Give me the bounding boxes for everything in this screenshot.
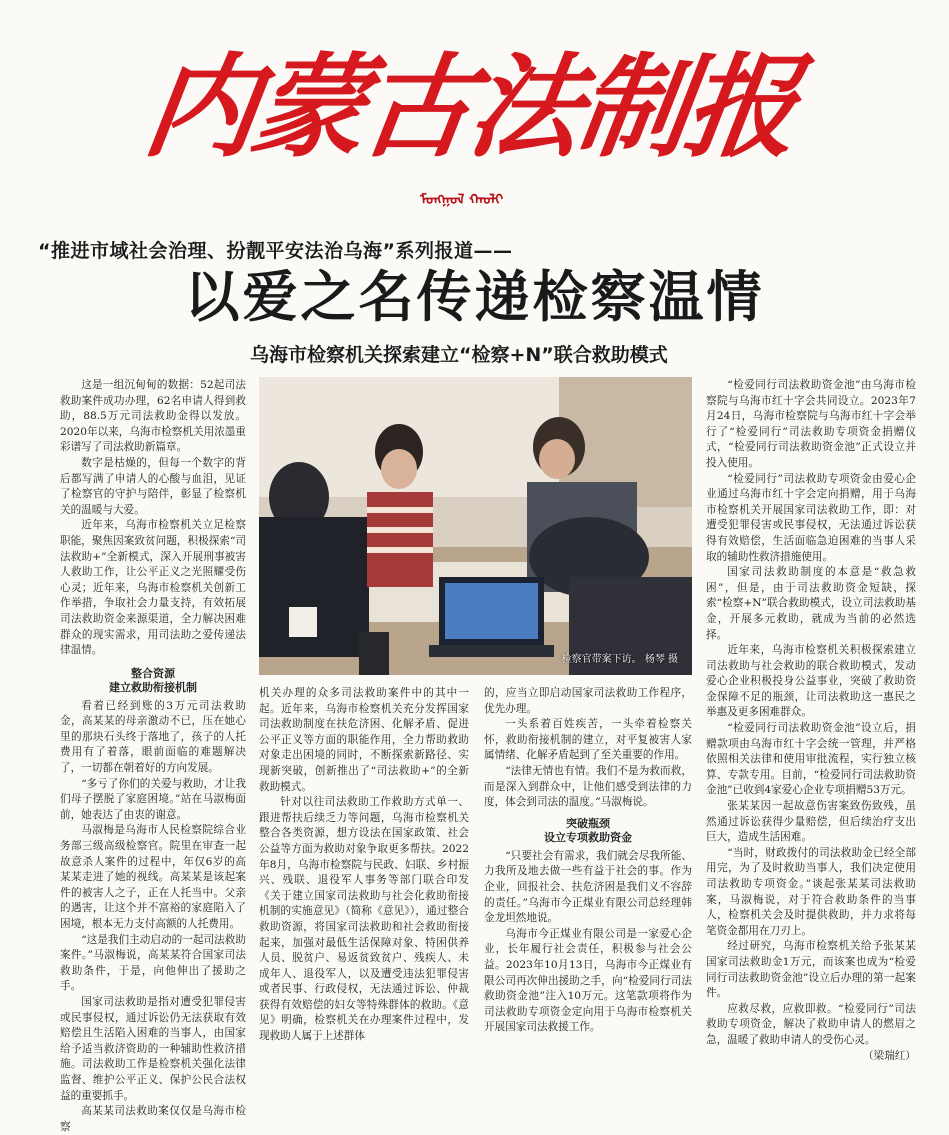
- paragraph: “法律无情也有情。我们不是为救而救，而是深入到群众中，让他们感受到法律的力度，体会到司法的温度。”马淑梅说。: [484, 764, 692, 809]
- article-column-3: [484, 686, 692, 1034]
- section-heading: 整合资源: [131, 666, 175, 680]
- paragraph: 张某某因一起故意伤害案致伤致残，虽然通过诉讼获得少量赔偿，但后续治疗支出巨大，造成生活困难。: [706, 800, 916, 844]
- section-heading: 突破瓶颈: [566, 816, 610, 830]
- paragraph: “多亏了你们的关爱与救助，才让我们母子摆脱了家庭困境。”站在马淑梅面前，她表达了由衷的谢意。: [60, 777, 246, 821]
- photo-caption: 检察官带案下访。 杨琴 摄: [561, 654, 678, 665]
- subheadline: 乌海市检察机关探索建立“检察+N”联合救助模式: [250, 344, 668, 366]
- headline: 以爱之名传递检察温情: [184, 264, 765, 329]
- paragraph: 应救尽救，应救即救。“检爱同行”司法救助专项资金，解决了救助申请人的燃眉之急，温暖了救助申请人的受伤心灵。: [706, 1002, 916, 1046]
- paragraph: 针对以往司法救助工作救助方式单一、跟进帮扶后续乏力等问题，乌海市检察机关整合各类资源，想方设法在国家政策、社会公益等方面为救助对象争取更多帮扶。2022年8月，乌海市检察院与民政、妇联、乡村振兴、残联、退役军人事务等部门联合印发《关于建立国家司法救助与社会化救助衔接机制的实施意见》（简称《意见》），通过整合救助资源，将国家司法救助和社会救助衔接起来，加强对最低生活保障对象、特困供养人员、脱贫户、易返贫致贫户、残疾人、未成年人、退役军人，以及遭受违法犯罪侵害或者民事、行政侵权，无法通过诉讼、仲裁获得有效赔偿的妇女等特殊群体的救助。《意见》明确，检察机关在办理案件过程中，发现救助人属于上述群体: [259, 796, 469, 1043]
- masthead-title: 内蒙古法制报: [136, 42, 804, 173]
- paragraph: 机关办理的众多司法救助案件中的其中一起。近年来，乌海市检察机关充分发挥国家司法救助制度在扶危济困、化解矛盾、促进公平正义等方面的职能作用，全力帮助救助对象走出困境的同时，不断探索新路径、实现新突破，创新推出了“司法救助+”的全新救助模式。: [259, 687, 469, 793]
- section-subheading: 建立救助衔接机制: [109, 680, 197, 694]
- paragraph: 国家司法救助制度的本意是“救急救困”，但是，由于司法救助资金短缺，探索“检察+N”联合救助模式，设立司法救助基金，开展多元救助，就成为当前的必然选择。: [706, 566, 916, 641]
- paragraph: “检爱同行司法救助资金池”设立后，捐赠款项由乌海市红十字会统一管理，并严格依照相关法律和使用审批流程，实行独立核算、专款专用。目前，“检爱同行司法救助资金池”已收到4家爱心企业专项捐赠53万元。: [706, 722, 916, 797]
- paragraph: 高某某司法救助案仅仅是乌海市检察: [60, 1105, 246, 1133]
- paragraph: 这是一组沉甸甸的数据：52起司法救助案件成功办理，62名申请人得到救助，88.5万元司法救助金得以发放。2020年以来，乌海市检察机关用浓墨重彩谱写了司法救助新篇章。: [60, 379, 246, 454]
- paragraph: “检爱同行”司法救助专项资金由爱心企业通过乌海市红十字会定向捐赠，用于乌海市检察机关开展国家司法救助工作，即：对遭受犯罪侵害或民事侵权，无法通过诉讼获得有效赔偿，生活面临急迫困难的当事人采取的辅助性救济措施使用。: [706, 472, 916, 563]
- paragraph: 乌海市今正煤业有限公司是一家爱心企业，长年履行社会责任，积极参与社会公益。2023年10月13日，乌海市今正煤业有限公司再次伸出援助之手，向“检爱同行司法救助资金池”注入10万元。这笔款项将作为司法救助专项资金定向用于乌海市检察机关开展国家司法救援工作。: [484, 927, 692, 1034]
- paragraph: 数字是枯燥的，但每一个数字的背后都写满了申请人的心酸与血泪，见证了检察官的守护与陪伴，彰显了检察机关的温暖与大爱。: [60, 456, 246, 516]
- paragraph: 近年来，乌海市检察机关积极探索建立司法救助与社会救助的联合救助模式，发动爱心企业积极投身公益事业，突破了救助资金保障不足的瓶颈，让司法救助这一惠民之举惠及更多困难群众。: [706, 644, 916, 719]
- article-photo: [259, 377, 692, 675]
- masthead-mongolian: ᠮᠣᠩᠭᠣᠯ ᠬᠠᠤᠯᠢ: [420, 192, 504, 208]
- author-byline: （梁瑞红）: [863, 1049, 916, 1062]
- photo-illustration: [259, 377, 692, 675]
- series-title: “推进市域社会治理、扮靓平安法治乌海”系列报道——: [38, 240, 513, 262]
- paragraph: 的，应当立即启动国家司法救助工作程序，优先办理。: [484, 687, 692, 715]
- paragraph: “当时，财政拨付的司法救助金已经全部用完，为了及时救助当事人，我们决定使用司法救助专项资金。”谈起张某某司法救助案，马淑梅说，对于符合救助条件的当事人，检察机关会及时提供救助，并力求将每笔资金都用在刀刃上。: [706, 846, 916, 937]
- masthead-logo: [120, 38, 820, 178]
- article-column-2: [259, 686, 469, 1043]
- section-subheading: 设立专项救助资金: [544, 830, 632, 844]
- paragraph: 马淑梅是乌海市人民检察院综合业务部三级高级检察官。院里在审查一起故意杀人案件的过程中，年仅6岁的高某某走进了她的视线。高某某是该起案件的被害人之子，正在人托当中。父亲的遇害，让这个并不富裕的家庭陷入了困境，根本无力支付高额的人托费用。: [60, 824, 246, 930]
- article-column-1: [60, 378, 246, 1133]
- paragraph: 经过研究，乌海市检察机关给予张某某国家司法救助金1万元，而该案也成为“检爱同行司法救助资金池”设立后办理的第一起案件。: [706, 940, 916, 1000]
- paragraph: “只要社会有需求，我们就会尽我所能、力我所及地去做一些有益于社会的事。作为企业，回报社会、扶危济困是我们义不容辞的责任。”乌海市今正煤业有限公司总经理韩金龙坦然地说。: [484, 849, 692, 925]
- paragraph: “这是我们主动启动的一起司法救助案件。”马淑梅说，高某某符合国家司法救助条件，于是，向他伸出了援助之手。: [60, 933, 246, 993]
- paragraph: 近年来，乌海市检察机关立足检察职能，聚焦因案致贫问题，积极探索“司法救助+”全新模式，深入开展刑事被害人救助工作，让公平正义之光照耀受伤心灵；近年来，乌海市检察机关创新工作举措，争取社会力量支持，有效拓展司法救助资金来源渠道，全力解决困难群众的现实需求，用司法助之爱传递法律温情。: [60, 519, 246, 657]
- paragraph: “检爱同行司法救助资金池”由乌海市检察院与乌海市红十字会共同设立。2023年7月24日，乌海市检察院与乌海市红十字会举行了“检爱同行”司法救助专项资金捐赠仪式，“检爱同行司法救助资金池”正式设立并投入使用。: [706, 379, 916, 469]
- paragraph: 看着已经到账的3万元司法救助金，高某某的母亲激动不已，压在她心里的那块石头终于落地了，孩子的人托费用有了着落，眼前面临的难题解决了，一切都在朝着好的方向发展。: [60, 699, 246, 775]
- paragraph: 国家司法救助是指对遭受犯罪侵害或民事侵权，通过诉讼仍无法获取有效赔偿且生活陷入困难的当事人，由国家给予适当救济资助的一种辅助性救济措施。司法救助工作是检察机关强化法律监督、维护公平正义、保护公民合法权益的重要抓手。: [60, 995, 246, 1102]
- paragraph: 一头系着百姓疾苦，一头牵着检察关怀，救助衔接机制的建立，对平复被害人家属情绪、化解矛盾起到了至关重要的作用。: [484, 718, 692, 762]
- article-column-4: [706, 378, 916, 1062]
